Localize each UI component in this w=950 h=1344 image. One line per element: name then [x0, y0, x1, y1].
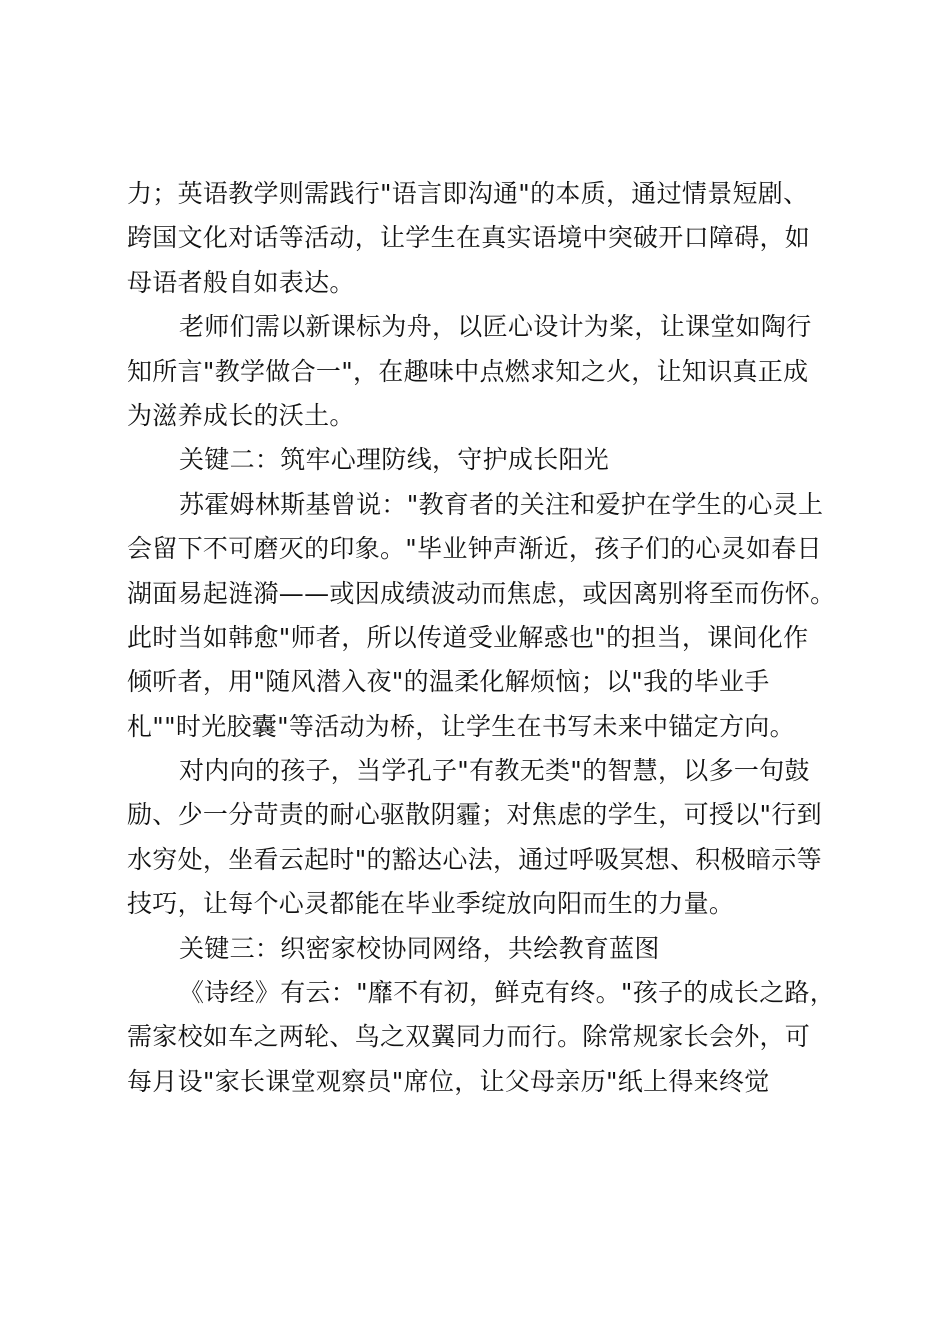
- paragraph-first-line: 《诗经》有云："靡不有初，鲜克有终。"孩子的成长之路，: [179, 978, 836, 1008]
- body-text-line: 湖面易起涟漪——或因成绩波动而焦虑，或因离别将至而伤怀。: [127, 578, 836, 608]
- body-text-line: 水穷处，坐看云起时"的豁达心法，通过呼吸冥想、积极暗示等: [127, 844, 822, 874]
- body-text-line: 每月设"家长课堂观察员"席位，让父母亲历"纸上得来终觉: [127, 1066, 770, 1096]
- body-text-line: 跨国文化对话等活动，让学生在真实语境中突破开口障碍，如: [127, 223, 811, 253]
- body-text-line: 技巧，让每个心灵都能在毕业季绽放向阳而生的力量。: [127, 889, 735, 919]
- body-text-line: 母语者般自如表达。: [127, 267, 355, 297]
- body-text-line: 知所言"教学做合一"，在趣味中点燃求知之火，让知识真正成: [127, 356, 809, 386]
- body-text-line: 励、少一分苛责的耐心驱散阴霾；对焦虑的学生，可授以"行到: [127, 800, 822, 830]
- body-text-line: 力；英语教学则需践行"语言即沟通"的本质，通过情景短剧、: [127, 179, 809, 208]
- section-heading: 关键三：织密家校协同网络，共绘教育蓝图: [179, 933, 660, 963]
- body-text-line: 会留下不可磨灭的印象。"毕业钟声渐近，孩子们的心灵如春日: [127, 534, 822, 564]
- paragraph-first-line: 苏霍姆林斯基曾说："教育者的关注和爱护在学生的心灵上: [179, 489, 824, 519]
- body-text-line: 为滋养成长的沃土。: [127, 400, 355, 430]
- body-text-line: 札""时光胶囊"等活动为桥，让学生在书写未来中锚定方向。: [127, 711, 795, 741]
- section-heading: 关键二：筑牢心理防线，守护成长阳光: [179, 445, 610, 475]
- paragraph-first-line: 对内向的孩子，当学孔子"有教无类"的智慧，以多一句鼓: [179, 756, 810, 786]
- paragraph-first-line: 老师们需以新课标为舟，以匠心设计为桨，让课堂如陶行: [179, 312, 812, 342]
- document-body: [127, 172, 847, 1104]
- body-text-line: 倾听者，用"随风潜入夜"的温柔化解烦恼；以"我的毕业手: [127, 667, 770, 697]
- body-text-line: 此时当如韩愈"师者，所以传道受业解惑也"的担当，课间化作: [127, 622, 809, 652]
- body-text-line: 需家校如车之两轮、鸟之双翼同力而行。除常规家长会外，可: [127, 1022, 811, 1052]
